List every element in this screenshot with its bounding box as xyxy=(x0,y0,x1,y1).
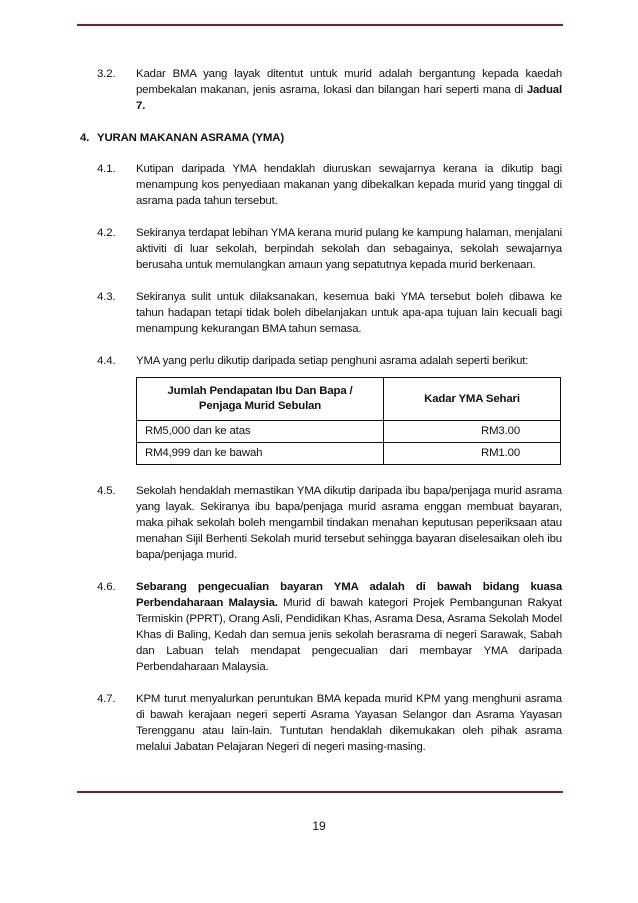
paragraph-number: 4.6. xyxy=(97,581,116,593)
paragraph-3-2 xyxy=(80,66,562,114)
paragraph-number: 4.2. xyxy=(97,227,116,239)
paragraph-4-7 xyxy=(80,691,562,755)
table-header-row xyxy=(137,378,561,421)
rate-cell: RM3.00 xyxy=(384,421,561,443)
paragraph-text: Sekolah hendaklah memastikan YMA dikutip daripada ibu bapa/penjaga murid asrama yang layak. Sekiranya ibu bapa/penjaga murid asrama enggan membuat bayaran, maka pihak sekolah boleh mengambil tindakan menahan keputusan peperiksaan atau menahan Sijil Berhenti Sekolah murid tersebut sehingga bayaran diselesaikan oleh ibu bapa/penjaga murid. xyxy=(136,485,562,561)
yma-rate-table-wrapper xyxy=(136,377,562,465)
paragraph-text: YMA yang perlu dikutip daripada setiap penghuni asrama adalah seperti berikut: xyxy=(136,355,529,367)
income-cell: RM5,000 dan ke atas xyxy=(137,421,384,443)
paragraph-text: Kutipan daripada YMA hendaklah diuruskan sewajarnya kerana ia dikutip bagi menampung kos penyediaan makanan yang dibekalkan kepada murid yang tinggal di asrama pada tahun tersebut. xyxy=(136,163,562,207)
paragraph-4-6 xyxy=(80,579,562,675)
table-row xyxy=(137,421,561,443)
section-number: 4. xyxy=(80,132,90,144)
paragraph-number: 4.3. xyxy=(97,291,116,303)
yma-rate-table xyxy=(136,377,561,465)
paragraph-number: 3.2. xyxy=(97,68,116,80)
table-row xyxy=(137,443,561,465)
section-heading xyxy=(80,130,562,146)
section-title: YURAN MAKANAN ASRAMA (YMA) xyxy=(97,132,284,144)
rate-cell: RM1.00 xyxy=(384,443,561,465)
paragraph-4-1 xyxy=(80,161,562,209)
paragraph-text: KPM turut menyalurkan peruntukan BMA kepada murid KPM yang menghuni asrama di bawah kerajaan negeri seperti Asrama Yayasan Selangor dan Asrama Yayasan Terengganu atau lain-lain. Tuntutan hendaklah dikemukakan oleh pihak asrama melalui Jabatan Pelajaran Negeri di negeri masing-masing. xyxy=(136,693,562,753)
paragraph-4-4 xyxy=(80,353,562,369)
rate-column-header: Kadar YMA Sehari xyxy=(384,378,561,421)
paragraph-4-3 xyxy=(80,289,562,337)
document-body xyxy=(80,66,562,771)
paragraph-4-2 xyxy=(80,225,562,273)
paragraph-number: 4.1. xyxy=(97,163,116,175)
exemption-statement: Sebarang pengecualian bayaran YMA adalah di bawah bidang kuasa Perbendaharaan Malaysia. xyxy=(136,581,562,609)
paragraph-text: Kadar BMA yang layak ditentut untuk murid adalah bergantung kepada kaedah pembekalan makanan, jenis asrama, lokasi dan bilangan hari seperti mana di Jadual 7. xyxy=(136,68,562,112)
paragraph-number: 4.7. xyxy=(97,693,116,705)
income-column-header: Jumlah Pendapatan Ibu Dan Bapa / Penjaga Murid Sebulan xyxy=(137,378,384,421)
page-number: 19 xyxy=(312,819,326,833)
top-divider xyxy=(77,24,563,26)
paragraph-text: Sebarang pengecualian bayaran YMA adalah di bawah bidang kuasa Perbendaharaan Malaysia. Murid di bawah kategori Projek Pembangunan Rakyat Termiskin (PPRT), Orang Asli, Pendidikan Khas, Asrama Desa, Asrama Sekolah Model Khas di Baling, Kedah dan semua jenis sekolah berasrama di negeri Sarawak, Sabah dan Labuan telah mendapat pengecualian dari membayar YMA daripada Perbendaharaan Malaysia. xyxy=(136,581,562,673)
paragraph-number: 4.4. xyxy=(97,355,116,367)
table-reference: Jadual 7. xyxy=(136,84,562,112)
bottom-divider xyxy=(77,791,563,793)
paragraph-text: Sekiranya sulit untuk dilaksanakan, kesemua baki YMA tersebut boleh dibawa ke tahun hadapan tetapi tidak boleh dibelanjakan untuk apa-apa tujuan lain kecuali bagi menampung kekurangan BMA tahun semasa. xyxy=(136,291,562,335)
paragraph-text: Sekiranya terdapat lebihan YMA kerana murid pulang ke kampung halaman, menjalani aktiviti di luar sekolah, berpindah sekolah dan sebagainya, sekolah sewajarnya berusaha untuk memulangkan amaun yang sepatutnya kepada murid berkenaan. xyxy=(136,227,562,271)
income-cell: RM4,999 dan ke bawah xyxy=(137,443,384,465)
paragraph-number: 4.5. xyxy=(97,485,116,497)
paragraph-4-5 xyxy=(80,483,562,563)
